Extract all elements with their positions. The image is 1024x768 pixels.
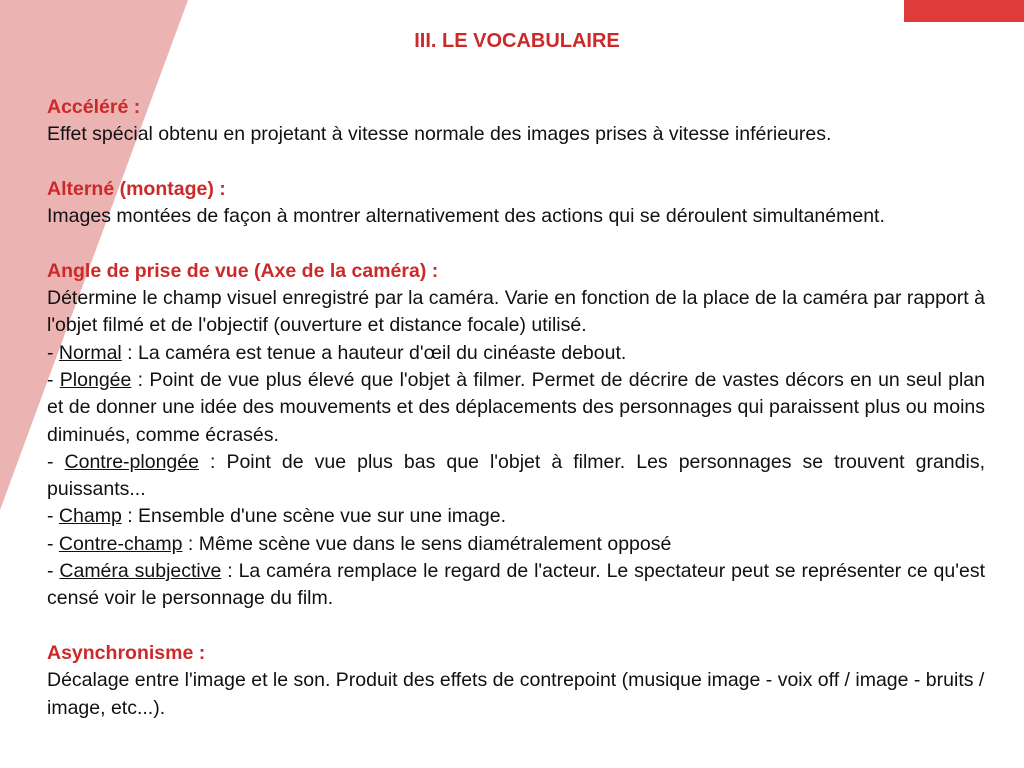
list-item-plongee [47,367,985,449]
spacer [47,230,985,257]
item-text-camera-subjective: : La caméra remplace le regard de l'acteur. Le spectateur peut se représenter ce qu'est censé voir le personnage du film. [47,560,985,610]
list-item-normal [47,340,985,367]
definition-alterne: Images montées de façon à montrer alternativement des actions qui se déroulent simultanément. [47,205,885,228]
definition-asynchronisme: Décalage entre l'image et le son. Produit des effets de contrepoint (musique image - voix off / image - bruits / image, etc...). [47,669,985,719]
item-name-camera-subjective: Caméra subjective [59,560,222,583]
item-prefix: - [47,450,65,473]
item-prefix: - [47,505,59,528]
term-angle-de-prise-de-vue: Angle de prise de vue (Axe de la caméra) : [47,259,439,282]
item-name-plongee: Plongée [59,368,132,391]
item-prefix: - [47,560,60,583]
term-asynchronisme: Asynchronisme : [47,641,206,664]
term-accelere: Accéléré : [47,96,141,118]
term-alterne: Alterné (montage) : [47,177,226,200]
item-name-normal: Normal [58,341,122,364]
item-name-contre-champ: Contre-champ [58,532,183,555]
item-text-contre-champ: : Même scène vue dans le sens diamétralement opposé [182,532,672,555]
list-item-camera-subjective [47,558,985,613]
item-text-normal: : La caméra est tenue a hauteur d'œil du cinéaste debout. [121,341,627,364]
definition-accelere: Effet spécial obtenu en projetant à vitesse normale des images prises à vitesse inférieures. [47,123,832,146]
entry-asynchronisme [47,640,985,722]
entry-accelere [47,94,985,149]
list-item-contre-plongee [47,449,985,504]
top-right-accent-bar [904,0,1024,22]
item-prefix: - [47,341,59,364]
entry-angle-de-prise-de-vue [47,258,985,613]
item-text-plongee: : Point de vue plus élevé que l'objet à filmer. Permet de décrire de vastes décors en un seul plan et de donner une idée des mouvements et des déplacements des personnages qui paraissent plus ou moins diminués, comme écrasés. [47,368,985,446]
entry-alterne [47,176,985,231]
vocabulary-content [47,94,985,722]
spacer [47,149,985,176]
item-text-contre-plongee: : Point de vue plus bas que l'objet à filmer. Les personnages se trouvent grandis, puissants... [47,450,985,501]
item-name-champ: Champ [58,505,122,528]
list-item-champ [47,503,985,530]
item-prefix: - [47,532,59,555]
item-text-champ: : Ensemble d'une scène vue sur une image. [121,505,506,528]
definition-angle-de-prise-de-vue: Détermine le champ visuel enregistré par la caméra. Varie en fonction de la place de la caméra par rapport à l'objet filmé et de l'objectif (ouverture et distance focale) utilisé. [47,287,985,337]
item-prefix: - [47,368,60,391]
spacer [47,613,985,640]
list-item-contre-champ [47,531,985,558]
slide-title: III. LE VOCABULAIRE [414,30,620,52]
item-name-contre-plongee: Contre-plongée [64,450,199,473]
